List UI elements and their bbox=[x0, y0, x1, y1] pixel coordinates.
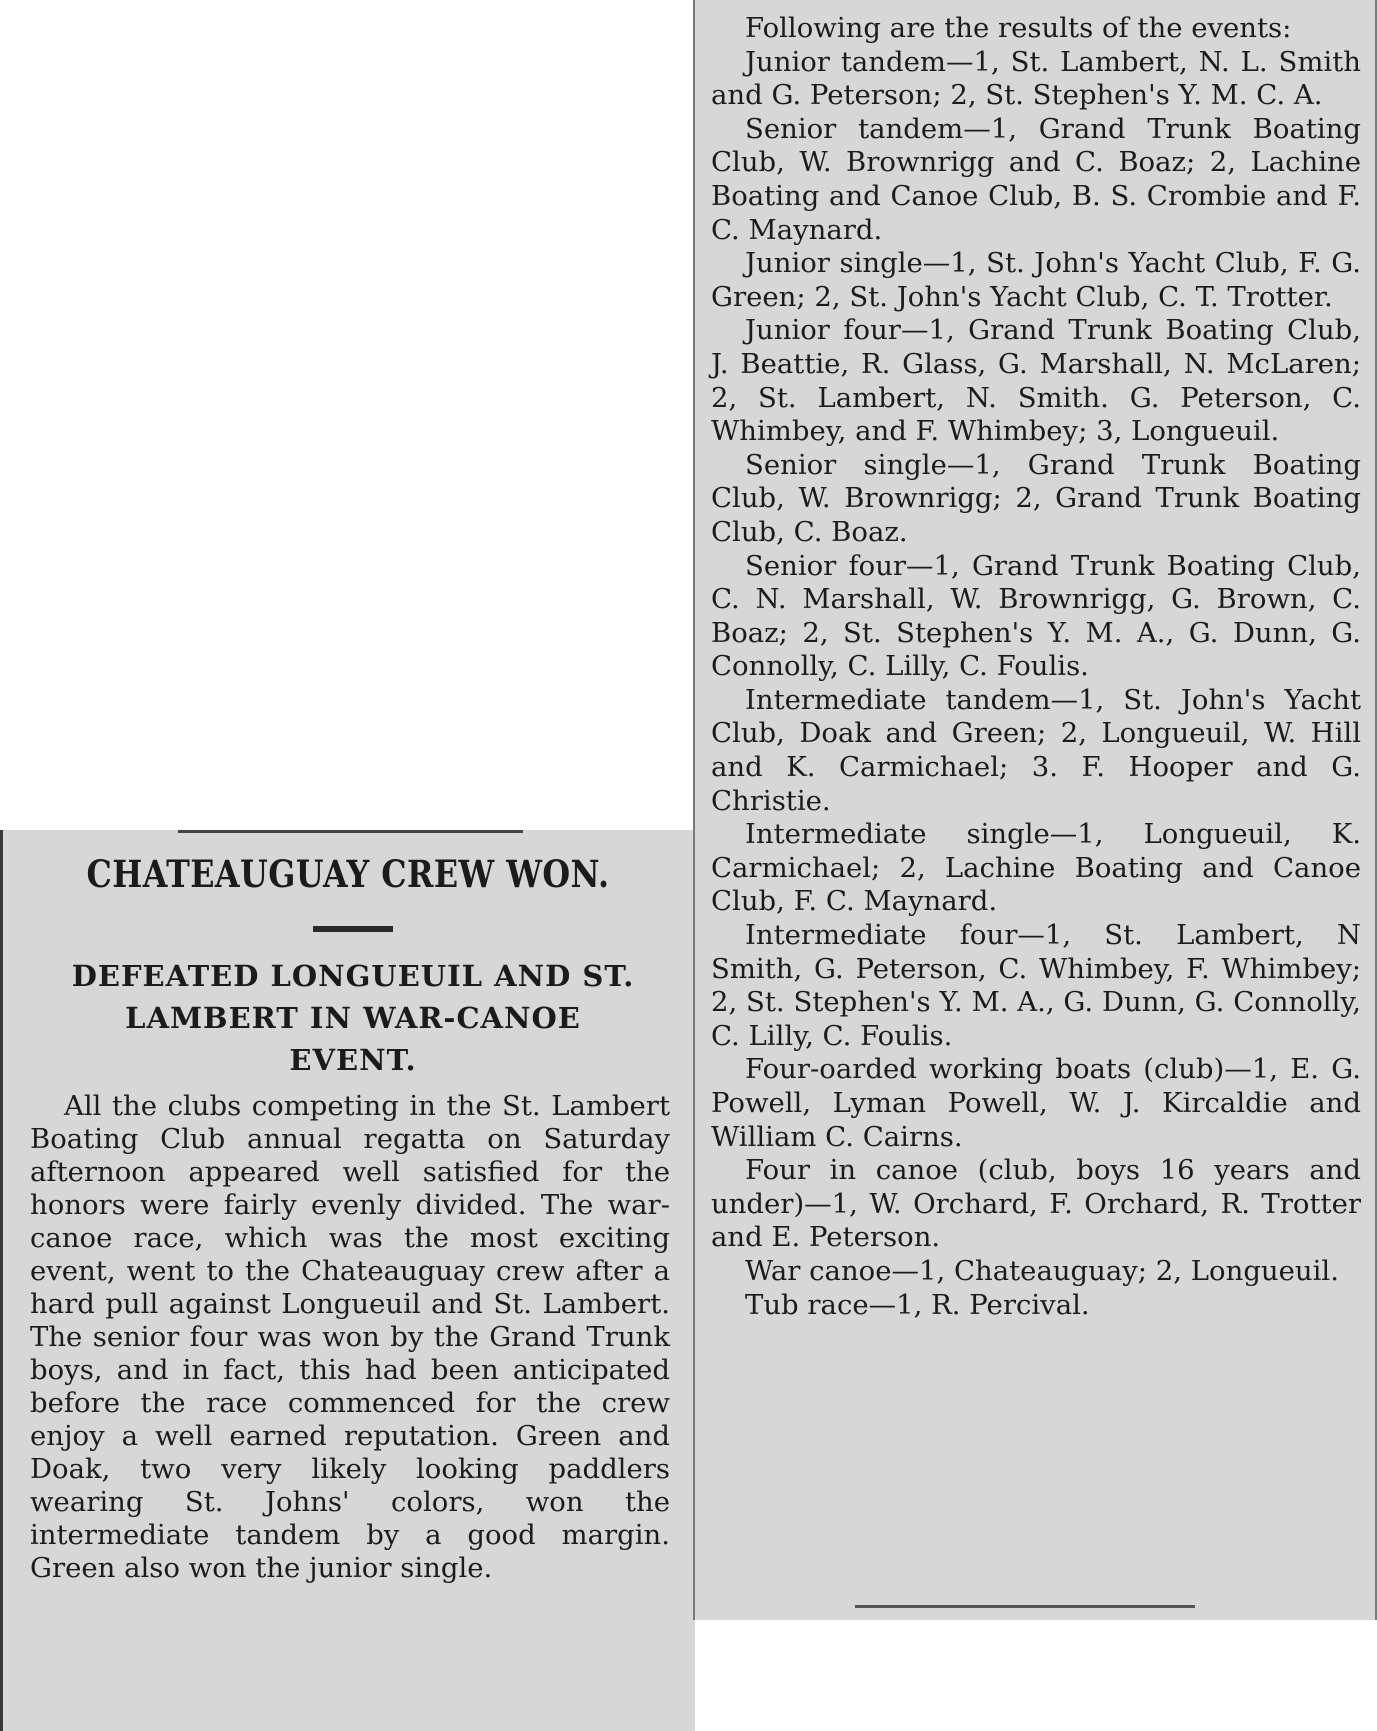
subhead-line: EVENT. bbox=[289, 1043, 417, 1077]
headline: CHATEAUGUAY CREW WON. bbox=[86, 852, 610, 896]
subheadline bbox=[23, 955, 683, 1081]
result-paragraph: Senior four—1, Grand Trunk Boating Club, C. N. Marshall, W. Brownrigg, G. Brown, C. Boaz; 2, St. Stephen's Y. M. A., G. Dunn, G. Connolly, C. Lilly, C. Foulis. bbox=[711, 549, 1361, 683]
subhead-line: DEFEATED LONGUEUIL AND ST. bbox=[71, 959, 635, 993]
article-body: All the clubs competing in the St. Lambert Boating Club annual regatta on Saturday afternoon appeared well satisfied for the honors were fairly evenly divided. The war-canoe race, which was the most exciting event, went to the Chateauguay crew after a hard pull against Longueuil and St. Lambert. The senior four was won by the Grand Trunk boys, and in fact, this had been anticipated before the race commenced for the crew enjoy a well earned reputation. Green and Doak, two very likely looking paddlers wearing St. Johns' colors, won the intermediate tandem by a good margin. Green also won the junior single. bbox=[30, 1090, 670, 1584]
result-paragraph: Junior tandem—1, St. Lambert, N. L. Smith and G. Peterson; 2, St. Stephen's Y. M. C. A. bbox=[711, 45, 1361, 112]
subhead-line: LAMBERT IN WAR-CANOE bbox=[125, 1001, 581, 1035]
result-paragraph: Junior four—1, Grand Trunk Boating Club, J. Beattie, R. Glass, G. Marshall, N. McLaren; 2, St. Lambert, N. Smith. G. Peterson, C. Whimbey, and F. Whimbey; 3, Longueuil. bbox=[711, 314, 1361, 448]
result-paragraph: Four-oarded working boats (club)—1, E. G. Powell, Lyman Powell, W. J. Kircaldie and William C. Cairns. bbox=[711, 1053, 1361, 1153]
result-paragraph: Tub race—1, R. Percival. bbox=[745, 1288, 1090, 1321]
top-rule bbox=[178, 830, 523, 833]
result-paragraph: Senior single—1, Grand Trunk Boating Club, W. Brownrigg; 2, Grand Trunk Boating Club, C. Boaz. bbox=[711, 448, 1361, 548]
headline-dash bbox=[313, 926, 393, 932]
result-paragraph: Junior single—1, St. John's Yacht Club, F. G. Green; 2, St. John's Yacht Club, C. T. Trotter. bbox=[711, 247, 1361, 313]
result-paragraph: War canoe—1, Chateauguay; 2, Longueuil. bbox=[745, 1254, 1339, 1287]
result-paragraph: Intermediate four—1, St. Lambert, N Smith, G. Peterson, C. Whimbey, F. Whimbey; 2, St. Stephen's Y. M. A., G. Dunn, G. Connolly, C. Lilly, C. Foulis. bbox=[711, 919, 1361, 1052]
article-clipping bbox=[0, 830, 695, 1731]
results-body bbox=[711, 12, 1361, 1322]
results-clipping bbox=[693, 0, 1377, 1620]
result-paragraph: Senior tandem—1, Grand Trunk Boating Club, W. Brownrigg and C. Boaz; 2, Lachine Boating and Canoe Club, B. S. Crombie and F. C. Maynard. bbox=[711, 112, 1361, 246]
result-paragraph: Intermediate single—1, Longueuil, K. Carmichael; 2, Lachine Boating and Canoe Club, F. C. Maynard. bbox=[711, 818, 1361, 918]
results-intro: Following are the results of the events: bbox=[745, 12, 1292, 44]
bottom-rule bbox=[855, 1605, 1195, 1608]
result-paragraph: Four in canoe (club, boys 16 years and under)—1, W. Orchard, F. Orchard, R. Trotter and E. Peterson. bbox=[711, 1154, 1361, 1254]
result-paragraph: Intermediate tandem—1, St. John's Yacht Club, Doak and Green; 2, Longueuil, W. Hill and K. Carmichael; 3. F. Hooper and G. Christie. bbox=[711, 683, 1361, 817]
